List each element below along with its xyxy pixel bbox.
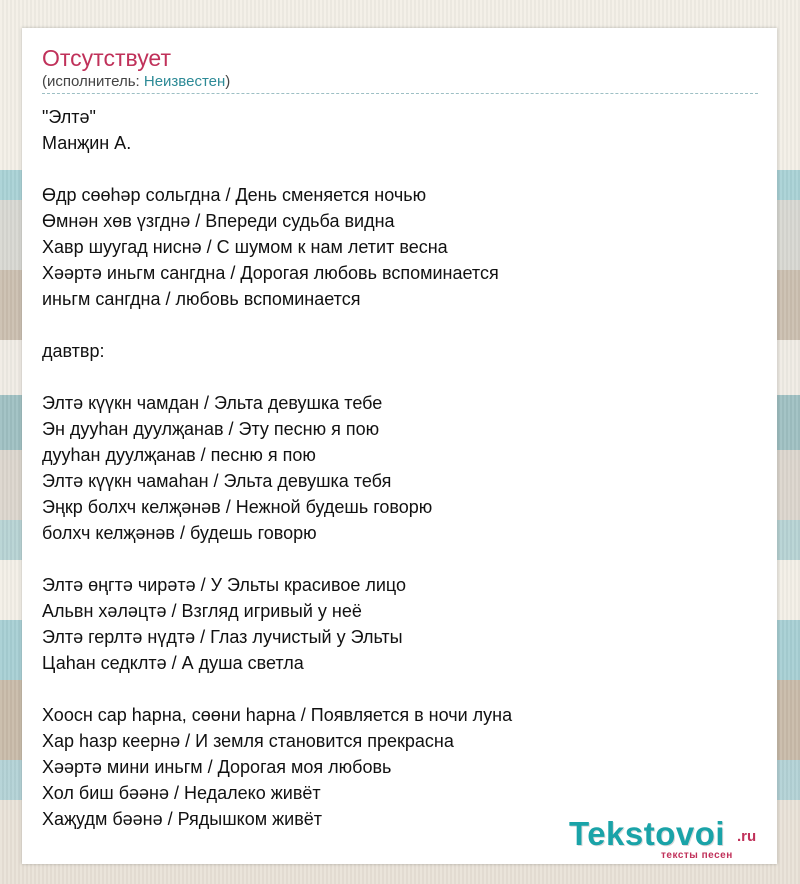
lyrics-line: Цаһан седклтә / А душа светла [42,653,304,673]
lyrics-line: Өмнән хөв үзгднә / Впереди судьба видна [42,211,395,231]
divider [42,93,758,94]
logo-tld: .ru [737,828,757,845]
lyrics-line [42,312,758,338]
lyrics-line: Элтә күүкн чамдан / Эльта девушка тебе [42,393,383,413]
lyrics-line: Хаҗудм бәәнә / Рядышком живёт [42,809,323,829]
lyrics-line: Альвн хәләцтә / Взгляд игривый у неё [42,601,362,621]
lyrics-line: иньгм сангдна / любовь вспоминается [42,289,361,309]
lyrics-line: Эн дууһан дуулҗанав / Эту песню я пою [42,419,380,439]
lyrics-line: Манҗин А. [42,133,132,153]
lyrics-line: "Элтә" [42,107,96,127]
lyrics-line [42,364,758,390]
lyrics-line [42,156,758,182]
lyrics-line: Хәәртә мини иньгм / Дорогая моя любовь [42,757,392,777]
lyrics-line: Хоосн сар һарна, сөөни һарна / Появляется в ночи луна [42,705,513,725]
lyrics-line: Өдр сөөһәр сольгдна / День сменяется ночью [42,185,427,205]
lyrics-line: Хәәртә иньгм сангдна / Дорогая любовь вспоминается [42,263,499,283]
artist-prefix: (исполнитель: [42,73,144,90]
lyrics-line: Элтә өңгтә чирәтә / У Эльты красивое лицо [42,575,407,595]
lyrics-card [22,28,777,864]
artist-link[interactable]: Неизвестен [143,73,226,90]
artist-suffix: ) [225,73,231,90]
lyrics-line: Хавр шуугад ниснә / С шумом к нам летит весна [42,237,448,257]
lyrics-line [42,676,758,702]
lyrics-line: Эңкр болхч келҗәнәв / Нежной будешь говорю [42,497,433,517]
lyrics-line: Элтә герлтә нүдтә / Глаз лучистый у Эльты [42,627,403,647]
lyrics-line: Хар һазр кеернә / И земля становится прекрасна [42,731,454,751]
lyrics-line: дууһан дуулҗанав / песню я пою [42,445,316,465]
lyrics-line: Элтә күүкн чамаһан / Эльта девушка тебя [42,471,392,491]
lyrics-text [42,104,758,832]
lyrics-line: Хол биш бәәнә / Недалеко живёт [42,783,321,803]
logo-tagline: тексты песен [661,850,733,861]
song-title: Отсутствует [42,45,171,71]
lyrics-line: болхч келҗәнәв / будешь говорю [42,523,317,543]
artist-line [42,73,230,91]
lyrics-line: давтвр: [42,341,105,361]
logo-name: Tekstovoi [569,815,726,852]
lyrics-line [42,546,758,572]
site-logo[interactable] [569,815,779,861]
